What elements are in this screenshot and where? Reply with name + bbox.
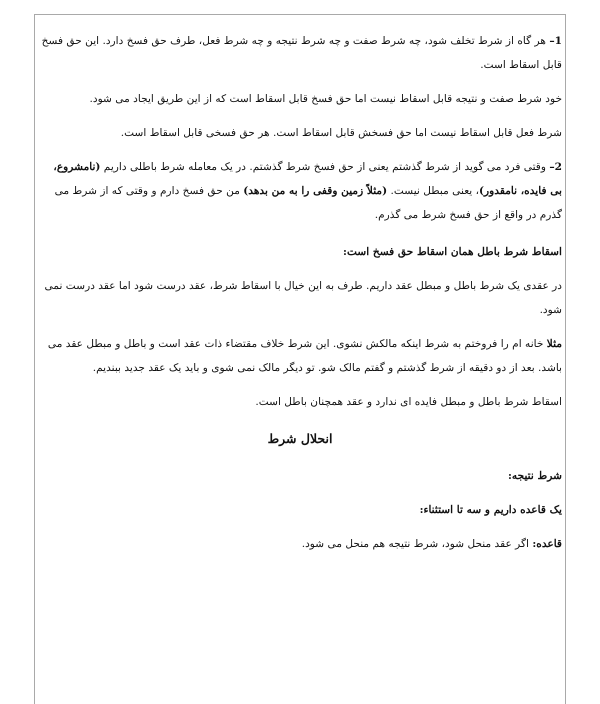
paragraph-1 [38, 29, 562, 77]
paragraph-5: در عقدی یک شرط باطل و مبطل عقد داریم. طرف به این خیال با اسقاط شرط، عقد درست شود اما عقد درست نمی شود. [44, 280, 562, 316]
paragraph-4 [38, 155, 562, 227]
section-heading: اسقاط شرط باطل همان اسقاط حق فسخ است: [343, 246, 562, 258]
paragraph-3: شرط فعل قابل اسقاط نیست اما حق فسخش قابل اسقاط است. هر حق فسخی قابل اسقاط است. [120, 127, 562, 139]
subsection-heading: یک قاعده داریم و سه تا استثناء: [419, 504, 562, 516]
bold-phrase: (مثلاً زمین وقفی را به من بدهد) [243, 185, 388, 197]
paragraph-6 [38, 332, 562, 380]
paragraph-text: هر گاه از شرط تخلف شود، چه شرط صفت و چه شرط نتیجه و چه شرط فعل، طرف حق فسخ دارد. این حق فسخ قابل اسقاط است. [41, 35, 562, 71]
bold-phrase: (نامشروع، بی فایده، نامقدور) [53, 161, 562, 197]
paragraph-number: 2– [549, 161, 562, 173]
document-page [34, 14, 566, 704]
paragraph-number: 1– [549, 35, 562, 47]
paragraph-text: وقتی فرد می گوید از شرط گذشتم یعنی از حق فسخ شرط گذشتم. در یک معامله شرط باطلی داریم [100, 161, 550, 173]
paragraph-text: اگر عقد منحل شود، شرط نتیجه هم منحل می شود. [301, 538, 533, 550]
paragraph-2: خود شرط صفت و نتیجه قابل اسقاط نیست اما حق فسخ قابل اسقاط است که از این طریق ایجاد می شود. [89, 93, 562, 105]
bold-lead: مثلا [546, 338, 562, 350]
paragraph-8 [38, 532, 562, 556]
document-content [38, 29, 562, 556]
paragraph-text: من حق فسخ دارم و وقتی که از شرط می گذرم در واقع از حق فسخ شرط می گذرم. [54, 185, 562, 221]
bold-lead: قاعده: [532, 538, 562, 550]
paragraph-text: ، یعنی مبطل نیست. [387, 185, 480, 197]
subsection-heading: شرط نتیجه: [508, 470, 562, 482]
paragraph-7: اسقاط شرط باطل و مبطل فایده ای ندارد و عقد همچنان باطل است. [255, 396, 562, 408]
section-title: انحلال شرط [267, 431, 333, 446]
paragraph-text: خانه ام را فروختم به شرط اینکه مالکش نشوی. این شرط خلاف مقتضاء ذات عقد است و باطل و مبطل عقد می باشد. بعد از دو دقیقه از شرط گذشتم و گفتم مالک شو. تو دیگر مالک نمی شوی و باید یک عقد جدید ببندیم. [47, 338, 562, 374]
